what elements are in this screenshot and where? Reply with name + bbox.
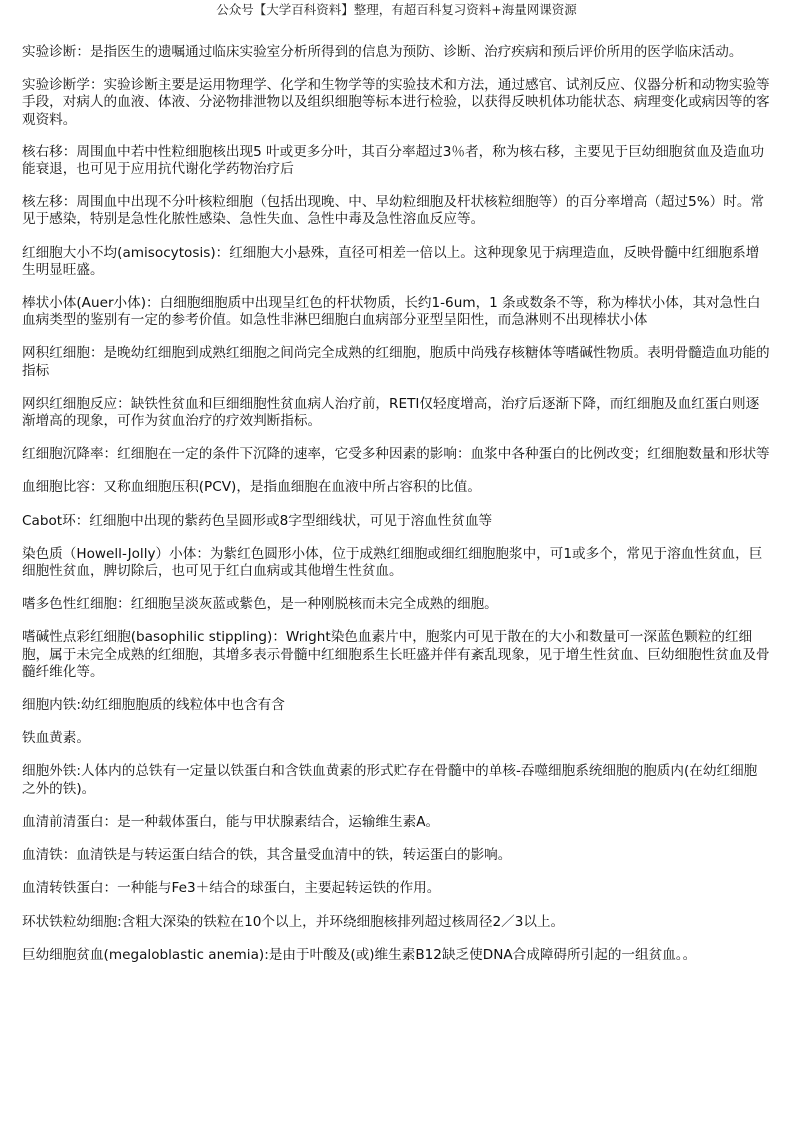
entry-serum-iron: 血清铁：血清铁是与转运蛋白结合的铁，其含量受血清中的铁，转运蛋白的影响。 (22, 847, 512, 864)
entry-polychromatic: 嗜多色性红细胞：红细胞呈淡灰蓝或紫色，是一种刚脱核而未完全成熟的细胞。 (22, 596, 498, 613)
entry-lab-diagnosis: 实验诊断：是指医生的遗嘱通过临床实验室分析所得到的信息为预防、诊断、治疗疾病和预后评价所用的医学临床活动。 (22, 44, 743, 60)
entry-cabot-ring: Cabot环：红细胞中出现的紫药色呈圆形或8字型细线状，可见于溶血性贫血等 (22, 512, 493, 529)
entry-reticulocyte-response: 网织红细胞反应：缺铁性贫血和巨细细胞性贫血病人治疗前，RETI仅轻度增高，治疗后逐渐下降，而红细胞及血红蛋白则逐渐增高的现象，可作为贫血治疗的疗效判断指标。 (22, 395, 760, 430)
document-body (22, 44, 770, 964)
entry-intracellular-iron: 细胞内铁:幼红细胞胞质的线粒体中也含有含 (22, 697, 285, 714)
entry-esr: 红细胞沉降率：红细胞在一定的条件下沉降的速率，它受多种因素的影响：血浆中各种蛋白的比例改变；红细胞数量和形状等 (22, 446, 770, 463)
entry-left-shift: 核左移：周围血中出现不分叶核粒细胞（包括出现晚、中、早幼粒细胞及杆状核粒细胞等）的百分率增高（超过5%）时。常见于感染，特别是急性化脓性感染、急性失血、急性中毒及急性溶血反应等。 (22, 194, 765, 228)
entry-reticulocyte: 网积红细胞：是晚幼红细胞到成熟红细胞之间尚完全成熟的红细胞，胞质中尚残存核糖体等嗜碱性物质。表明骨髓造血功能的指标 (22, 345, 770, 379)
entry-howell-jolly: 染色质（Howell-Jolly）小体：为紫红色圆形小体，位于成熟红细胞或细红细胞胞浆中，可1或多个，常见于溶血性贫血，巨细胞性贫血，脾切除后，也可见于红白血病或其他增生性贫血。 (22, 545, 763, 580)
entry-lab-diagnostics: 实验诊断学：实验诊断主要是运用物理学、化学和生物学等的实验技术和方法，通过感官、试剂反应、仪器分析和动物实验等手段，对病人的血液、体液、分泌物排泄物以及组织细胞等标本进行检验，以获得反映机体功能状态、病理变化或病因等的客观资料。 (22, 77, 770, 128)
entry-hematocrit: 血细胞比容：又称血细胞压积(PCV)，是指血细胞在血液中所占容积的比值。 (22, 479, 481, 496)
entry-transferrin: 血清转铁蛋白：一种能与Fe3＋结合的球蛋白，主要起转运铁的作用。 (22, 880, 441, 897)
entry-auer-body: 棒状小体(Auer小体)：白细胞细胞质中出现呈红色的杆状物质，长约1-6um，1 条或数条不等，称为棒状小体，其对急性白血病类型的鉴别有一定的参考价值。如急性非淋巴细胞白血病部分亚型呈阳性，而急淋则不出现棒状小体 (22, 295, 761, 329)
entry-megaloblastic-anemia: 巨幼细胞贫血(megaloblastic anemia):是由于叶酸及(或)维生素B12缺乏使DNA合成障碍所引起的一组贫血。。 (22, 946, 697, 963)
entry-hemosiderin: 铁血黄素。 (22, 730, 90, 747)
page-header: 公众号【大学百科资料】整理，有超百科复习资料+海量网课资源 (216, 2, 577, 17)
entry-right-shift: 核右移：周围血中若中性粒细胞核出现5 叶或更多分叶，其百分率超过3％者，称为核右移，主要见于巨幼细胞贫血及造血功能衰退，也可见于应用抗代谢化学药物治疗后 (22, 143, 765, 178)
entry-prealbumin: 血清前清蛋白：是一种载体蛋白，能与甲状腺素结合，运输维生素A。 (22, 813, 440, 830)
entry-extracellular-iron: 细胞外铁:人体内的总铁有一定量以铁蛋白和含铁血黄素的形式贮存在骨髓中的单核-吞噬细胞系统细胞的胞质内(在幼红细胞之外的铁)。 (22, 763, 758, 797)
entry-ring-sideroblast: 环状铁粒幼细胞:含粗大深染的铁粒在10个以上，并环绕细胞核排列超过核周径2／3以上。 (22, 913, 565, 930)
entry-basophilic-stippling: 嗜碱性点彩红细胞(basophilic stippling)：Wright染色血素片中，胞浆内可见于散在的大小和数量可一深蓝色颗粒的红细胞，属于未完全成熟的红细胞，其增多表示骨髓中红细胞系生长旺盛并伴有紊乱现象，见于增生性贫血、巨幼细胞性贫血及骨髓纤维化等。 (22, 629, 770, 680)
entry-anisocytosis: 红细胞大小不均(amisocytosis)：红细胞大小悬殊，直径可相差一倍以上。这种现象见于病理造血，反映骨髓中红细胞系增生明显旺盛。 (22, 244, 760, 278)
